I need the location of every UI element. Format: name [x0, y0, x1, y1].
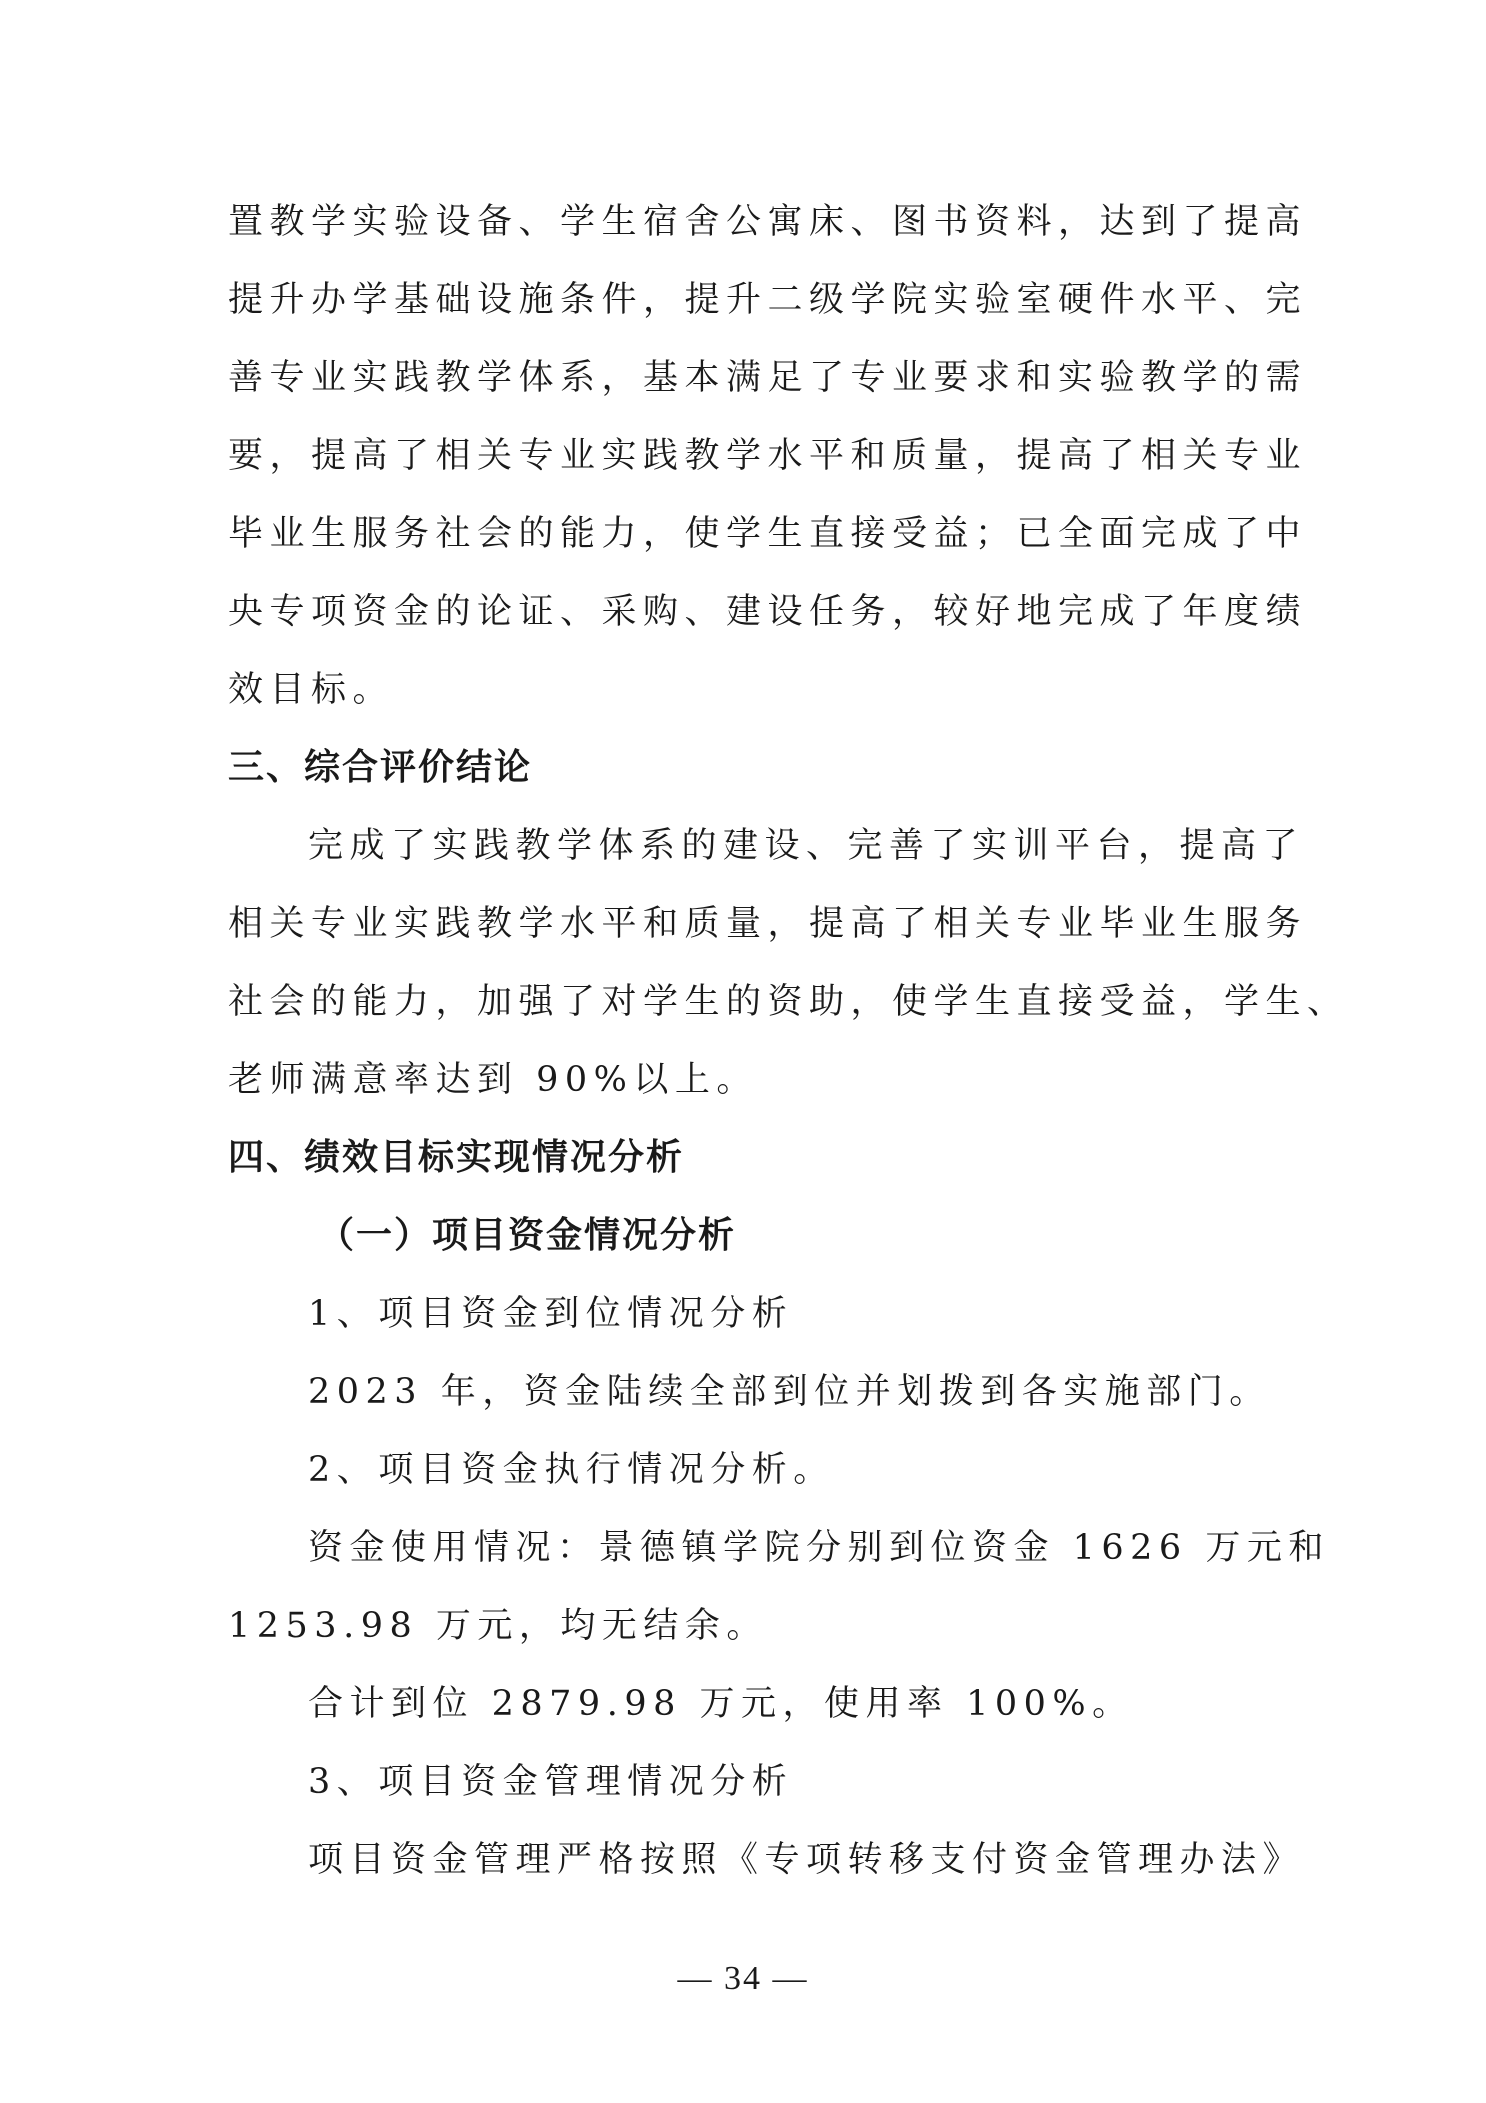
paragraph-line: 提升办学基础设施条件，提升二级学院实验室硬件水平、完 — [228, 280, 1308, 320]
subsection-heading: （一）项目资金情况分析 — [318, 1215, 737, 1256]
paragraph-line: 资金使用情况：景德镇学院分别到位资金 1626 万元和 — [308, 1528, 1330, 1568]
item-title: 3、项目资金管理情况分析 — [308, 1762, 794, 1802]
paragraph-line: 要，提高了相关专业实践教学水平和质量，提高了相关专业 — [228, 436, 1308, 476]
paragraph-line: 2023 年，资金陆续全部到位并划拨到各实施部门。 — [308, 1372, 1271, 1412]
paragraph-line: 央专项资金的论证、采购、建设任务，较好地完成了年度绩 — [228, 592, 1308, 632]
paragraph-line: 社会的能力，加强了对学生的资助，使学生直接受益，学生、 — [228, 982, 1349, 1022]
paragraph-line: 置教学实验设备、学生宿舍公寓床、图书资料，达到了提高 — [228, 202, 1308, 242]
paragraph-line: 善专业实践教学体系，基本满足了专业要求和实验教学的需 — [228, 358, 1308, 398]
paragraph-line: 效目标。 — [228, 670, 395, 710]
paragraph-line: 老师满意率达到 90%以上。 — [228, 1060, 758, 1100]
paragraph-line: 完成了实践教学体系的建设、完善了实训平台，提高了 — [308, 826, 1305, 866]
item-title: 1、项目资金到位情况分析 — [308, 1294, 794, 1334]
paragraph-line: 合计到位 2879.98 万元，使用率 100%。 — [308, 1684, 1134, 1724]
paragraph-line: 1253.98 万元，均无结余。 — [228, 1606, 768, 1646]
paragraph-line: 相关专业实践教学水平和质量，提高了相关专业毕业生服务 — [228, 904, 1308, 944]
paragraph-line: 项目资金管理严格按照《专项转移支付资金管理办法》 — [308, 1840, 1305, 1880]
section-heading: 四、绩效目标实现情况分析 — [228, 1137, 685, 1178]
section-heading: 三、综合评价结论 — [228, 747, 533, 788]
item-title: 2、项目资金执行情况分析。 — [308, 1450, 835, 1490]
page-number: — 34 — — [677, 1960, 809, 1997]
paragraph-line: 毕业生服务社会的能力，使学生直接受益；已全面完成了中 — [228, 514, 1308, 554]
